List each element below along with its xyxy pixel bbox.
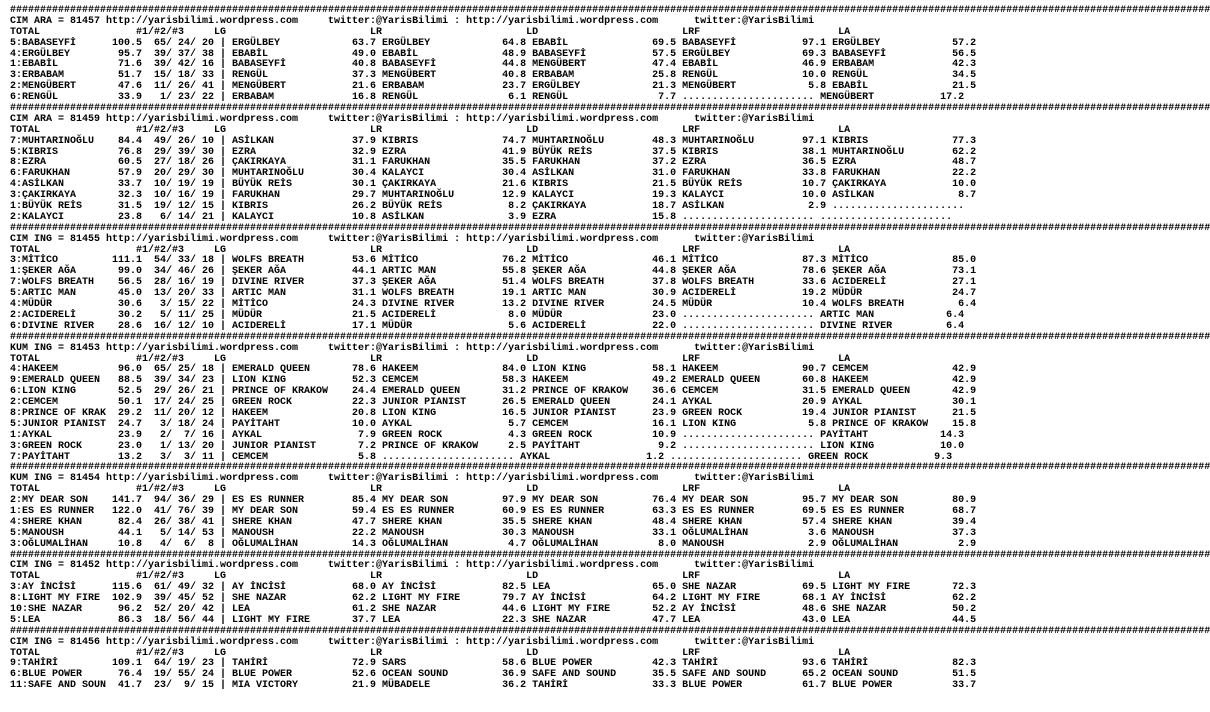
horse-row: 4:ASİLKAN 33.7 10/ 19/ 19 | BÜYÜK REİS 30.1 ÇAKIRKAYA 21.6 KIBRIS 21.5 BÜYÜK REİS 10.7 ÇAKIRKAYA 10.0 xyxy=(10,179,977,191)
horse-row: 2:MY DEAR SON 141.7 94/ 36/ 29 | ES ES RUNNER 85.4 MY DEAR SON 97.9 MY DEAR SON 76.4 MY DEAR SON 95.7 MY DEAR SON 80.9 xyxy=(10,495,977,507)
horse-row: 6:LION KING 52.5 29/ 26/ 21 | PRINCE OF KRAKOW 24.4 EMERALD QUEEN 31.2 PRINCE OF KRAKOW 36.6 CEMCEM 31.5 EMERALD QUEEN 42.9 xyxy=(10,386,977,398)
horse-row: 6:DIVINE RIVER 28.6 16/ 12/ 10 | ACIDERELİ 17.1 MÜDÜR 5.6 ACIDERELİ 22.0 ...................... DIVINE RIVER 6.4 xyxy=(10,320,965,332)
horse-row: 5:BABASEYFİ 100.5 65/ 24/ 20 | ERGÜLBEY 63.7 ERGÜLBEY 64.8 EBABİL 69.5 BABASEYFİ 97.1 ERGÜLBEY 57.2 xyxy=(10,37,977,49)
horse-row: 6:FARUKHAN 57.9 20/ 29/ 30 | MUHTARINOĞLU 30.4 KALAYCI 30.4 ASİLKAN 31.0 FARUKHAN 33.8 FARUKHAN 22.2 xyxy=(10,168,977,180)
horse-row: 5:ARTIC MAN 45.0 13/ 20/ 33 | ARTIC MAN 31.1 WOLFS BREATH 19.1 ARTIC MAN 30.9 ACIDERELİ 19.2 MÜDÜR 24.7 xyxy=(10,288,977,300)
horse-row: 2:MENGÜBERT 47.6 11/ 26/ 41 | MENGÜBERT 21.6 ERBABAM 23.7 ERGÜLBEY 21.3 MENGÜBERT 5.8 EBABİL 21.5 xyxy=(10,81,977,93)
column-header: TOTAL #1/#2/#3 LG LR LD LRF LA xyxy=(10,484,851,496)
horse-row: 3:ÇAKIRKAYA 32.3 10/ 16/ 19 | FARUKHAN 29.7 MUHTARINOĞLU 12.9 KALAYCI 19.3 KALAYCI 10.0 ASİLKAN 8.7 xyxy=(10,190,977,202)
horse-row: 2:KALAYCI 23.8 6/ 14/ 21 | KALAYCI 10.8 ASİLKAN 3.9 EZRA 15.8 ...................... ...................... xyxy=(10,211,953,223)
horse-row: 1:EBABİL 71.6 39/ 42/ 16 | BABASEYFİ 40.8 BABASEYFİ 44.8 MENGÜBERT 47.4 EBABİL 46.9 ERBABAM 42.3 xyxy=(10,59,977,71)
horse-row: 3:OĞLUMALİHAN 10.8 4/ 6/ 8 | OĞLUMALİHAN 14.3 OĞLUMALİHAN 4.7 OĞLUMALİHAN 8.0 MANOUSH 2.9 OĞLUMALİHAN 2.9 xyxy=(10,538,977,550)
horse-row: 4:ERGÜLBEY 95.7 39/ 37/ 38 | EBABİL 49.0 EBABİL 48.9 BABASEYFİ 57.5 ERGÜLBEY 69.3 BABASEYFİ 56.5 xyxy=(10,48,977,60)
race-title: CIM ING = 81455 http://yarisbilimi.wordpress.com twitter:@YarisBilimi : http://yarisbilimi.wordpress.com twitter:@YarisBilimi xyxy=(10,233,815,245)
horse-row: 8:PRINCE OF KRAK 29.2 11/ 20/ 12 | HAKEEM 20.8 LION KING 16.5 JUNIOR PIANIST 23.9 GREEN ROCK 19.4 JUNIOR PIANIST 21.5 xyxy=(10,407,977,419)
race-title: CIM ARA = 81459 http://yarisbilimi.wordpress.com twitter:@YarisBilimi : http://yarisbilimi.wordpress.com twitter:@YarisBilimi xyxy=(10,113,815,125)
column-header: TOTAL #1/#2/#3 LG LR LD LRF LA xyxy=(10,353,851,365)
horse-row: 8:LIGHT MY FIRE 102.9 39/ 45/ 52 | SHE NAZAR 62.2 LIGHT MY FIRE 79.7 AY İNCİSİ 64.2 LIGHT MY FIRE 68.1 AY İNCİSİ 62.2 xyxy=(10,593,977,605)
separator-line: ######################################################################################################################################################################################################## xyxy=(10,625,1210,637)
horse-row: 5:JUNIOR PIANIST 24.7 3/ 18/ 24 | PAYİTAHT 10.0 AYKAL 5.7 CEMCEM 16.1 LION KING 5.8 PRINCE OF KRAKOW 15.8 xyxy=(10,418,977,430)
horse-row: 7:PAYİTAHT 13.2 3/ 3/ 11 | CEMCEM 5.8 ...................... AYKAL 1.2 ...................... GREEN ROCK 9.3 xyxy=(10,451,953,463)
separator-line: ######################################################################################################################################################################################################## xyxy=(10,462,1210,474)
horse-row: 3:GREEN ROCK 23.0 1/ 13/ 20 | JUNIOR PIANIST 7.2 PRINCE OF KRAKOW 2.5 PAYİTAHT 9.2 ...................... LION KING 10.0 xyxy=(10,440,965,452)
horse-row: 7:WOLFS BREATH 56.5 28/ 16/ 19 | DIVINE RIVER 37.3 ŞEKER AĞA 51.4 WOLFS BREATH 37.8 WOLFS BREATH 33.6 ACIDERELİ 27.1 xyxy=(10,277,977,289)
separator-line: ######################################################################################################################################################################################################## xyxy=(10,5,1210,16)
separator-line: ######################################################################################################################################################################################################## xyxy=(10,222,1210,234)
race-title: CIM ING = 81452 http://yarisbilimi.wordpress.com twitter:@YarisBilimi : http://yarisbilimi.wordpress.com twitter:@YarisBilimi xyxy=(10,560,815,572)
race-stats-document xyxy=(10,5,1210,710)
column-header: TOTAL #1/#2/#3 LG LR LD LRF LA xyxy=(10,124,851,136)
horse-row: 6:RENGÜL 33.9 1/ 23/ 22 | ERBABAM 16.8 RENGÜL 6.1 RENGÜL 7.7 ...................... MENGÜBERT 17.2 xyxy=(10,92,965,104)
horse-row: 6:BLUE POWER 76.4 19/ 55/ 24 | BLUE POWER 52.6 OCEAN SOUND 36.9 SAFE AND SOUND 35.5 SAFE AND SOUND 65.2 OCEAN SOUND 51.5 xyxy=(10,669,977,681)
horse-row: 4:HAKEEM 96.0 65/ 25/ 18 | EMERALD QUEEN 78.6 HAKEEM 84.0 LION KING 58.1 HAKEEM 90.7 CEMCEM 42.9 xyxy=(10,364,977,376)
horse-row: 1:BÜYÜK REİS 31.5 19/ 12/ 15 | KIBRIS 26.2 BÜYÜK REİS 8.2 ÇAKIRKAYA 18.7 ASİLKAN 2.9 ...................... xyxy=(10,201,965,213)
column-header: TOTAL #1/#2/#3 LG LR LD LRF LA xyxy=(10,647,851,659)
horse-row: 2:CEMCEM 50.1 17/ 24/ 25 | GREEN ROCK 22.3 JUNIOR PIANIST 26.5 EMERALD QUEEN 24.1 AYKAL 20.9 AYKAL 30.1 xyxy=(10,397,977,409)
horse-row: 10:SHE NAZAR 96.2 52/ 20/ 42 | LEA 61.2 SHE NAZAR 44.6 LIGHT MY FIRE 52.2 AY İNCİSİ 48.6 SHE NAZAR 50.2 xyxy=(10,603,977,615)
column-header: TOTAL #1/#2/#3 LG LR LD LRF LA xyxy=(10,571,851,583)
horse-row: 9:EMERALD QUEEN 88.5 39/ 34/ 23 | LION KING 52.3 CEMCEM 58.3 HAKEEM 49.2 EMERALD QUEEN 60.8 HAKEEM 42.9 xyxy=(10,375,977,387)
column-header: TOTAL #1/#2/#3 LG LR LD LRF LA xyxy=(10,26,851,38)
horse-row: 5:KIBRIS 76.8 29/ 39/ 30 | EZRA 32.9 EZRA 41.9 BÜYÜK REİS 37.5 KIBRIS 38.1 MUHTARINOĞLU 62.2 xyxy=(10,146,977,158)
horse-row: 7:MUHTARINOĞLU 84.4 49/ 26/ 10 | ASİLKAN 37.9 KIBRIS 74.7 MUHTARINOĞLU 48.3 MUHTARINOĞLU 97.1 KIBRIS 77.3 xyxy=(10,135,977,147)
separator-line: ######################################################################################################################################################################################################## xyxy=(10,549,1210,561)
column-header: TOTAL #1/#2/#3 LG LR LD LRF LA xyxy=(10,244,851,256)
horse-row: 5:LEA 86.3 18/ 56/ 44 | LIGHT MY FIRE 37.7 LEA 22.3 SHE NAZAR 47.7 LEA 43.0 LEA 44.5 xyxy=(10,614,977,626)
horse-row: 3:MİTİCO 111.1 54/ 33/ 18 | WOLFS BREATH 53.6 MİTİCO 76.2 MİTİCO 46.1 MİTİCO 87.3 MİTİCO 85.0 xyxy=(10,255,977,267)
race-title: KUM ING = 81453 http://yarisbilimi.wordpress.com twitter:@YarisBilimi : http://yarisbilimi.wordpress.com twitter:@YarisBilimi xyxy=(10,342,815,354)
separator-line: ######################################################################################################################################################################################################## xyxy=(10,331,1210,343)
horse-row: 2:ACIDERELİ 30.2 5/ 11/ 25 | MÜDÜR 21.5 ACIDERELİ 8.0 MÜDÜR 23.0 ...................... ARTIC MAN 6.4 xyxy=(10,309,965,321)
horse-row: 4:MÜDÜR 30.6 3/ 15/ 22 | MİTİCO 24.3 DIVINE RIVER 13.2 DIVINE RIVER 24.5 MÜDÜR 10.4 WOLFS BREATH 6.4 xyxy=(10,299,977,311)
horse-row: 1:ES ES RUNNER 122.0 41/ 76/ 39 | MY DEAR SON 59.4 ES ES RUNNER 60.9 ES ES RUNNER 63.3 ES ES RUNNER 69.5 ES ES RUNNER 68.7 xyxy=(10,505,977,517)
horse-row: 11:SAFE AND SOUN 41.7 23/ 9/ 15 | MIA VICTORY 21.9 MÜBADELE 36.2 TAHİRİ 33.3 BLUE POWER 61.7 BLUE POWER 33.7 xyxy=(10,680,977,692)
separator-line: ######################################################################################################################################################################################################## xyxy=(10,103,1210,115)
horse-row: 8:EZRA 60.5 27/ 18/ 26 | ÇAKIRKAYA 31.1 FARUKHAN 35.5 FARUKHAN 37.2 EZRA 36.5 EZRA 48.7 xyxy=(10,157,977,169)
horse-row: 3:ERBABAM 51.7 15/ 18/ 33 | RENGÜL 37.3 MENGÜBERT 40.8 ERBABAM 25.8 RENGÜL 10.0 RENGÜL 34.5 xyxy=(10,70,977,82)
horse-row: 5:MANOUSH 44.1 5/ 14/ 53 | MANOUSH 22.2 MANOUSH 30.3 MANOUSH 33.1 OĞLUMALİHAN 3.6 MANOUSH 37.3 xyxy=(10,527,977,539)
race-title: CIM ING = 81456 http://yarisbilimi.wordpress.com twitter:@YarisBilimi : http://yarisbilimi.wordpress.com twitter:@YarisBilimi xyxy=(10,636,815,648)
horse-row: 1:AYKAL 23.9 2/ 7/ 16 | AYKAL 7.9 GREEN ROCK 4.3 GREEN ROCK 10.9 ...................... PAYİTAHT 14.3 xyxy=(10,429,965,441)
horse-row: 1:ŞEKER AĞA 99.0 34/ 46/ 26 | ŞEKER AĞA 44.1 ARTIC MAN 55.8 ŞEKER AĞA 44.8 ŞEKER AĞA 78.6 ŞEKER AĞA 73.1 xyxy=(10,266,977,278)
race-title: CIM ARA = 81457 http://yarisbilimi.wordpress.com twitter:@YarisBilimi : http://yarisbilimi.wordpress.com twitter:@YarisBilimi xyxy=(10,15,815,27)
horse-row: 4:SHERE KHAN 82.4 26/ 38/ 41 | SHERE KHAN 47.7 SHERE KHAN 35.5 SHERE KHAN 48.4 SHERE KHAN 57.4 SHERE KHAN 39.4 xyxy=(10,516,977,528)
race-title: KUM ING = 81454 http://yarisbilimi.wordpress.com twitter:@YarisBilimi : http://yarisbilimi.wordpress.com twitter:@YarisBilimi xyxy=(10,473,815,485)
horse-row: 9:TAHİRİ 109.1 64/ 19/ 23 | TAHİRİ 72.9 SARS 58.6 BLUE POWER 42.3 TAHİRİ 93.6 TAHİRİ 82.3 xyxy=(10,658,977,670)
horse-row: 3:AY İNCİSİ 115.6 61/ 49/ 32 | AY İNCİSİ 68.0 AY İNCİSİ 82.5 LEA 65.0 SHE NAZAR 69.5 LIGHT MY FIRE 72.3 xyxy=(10,582,977,594)
